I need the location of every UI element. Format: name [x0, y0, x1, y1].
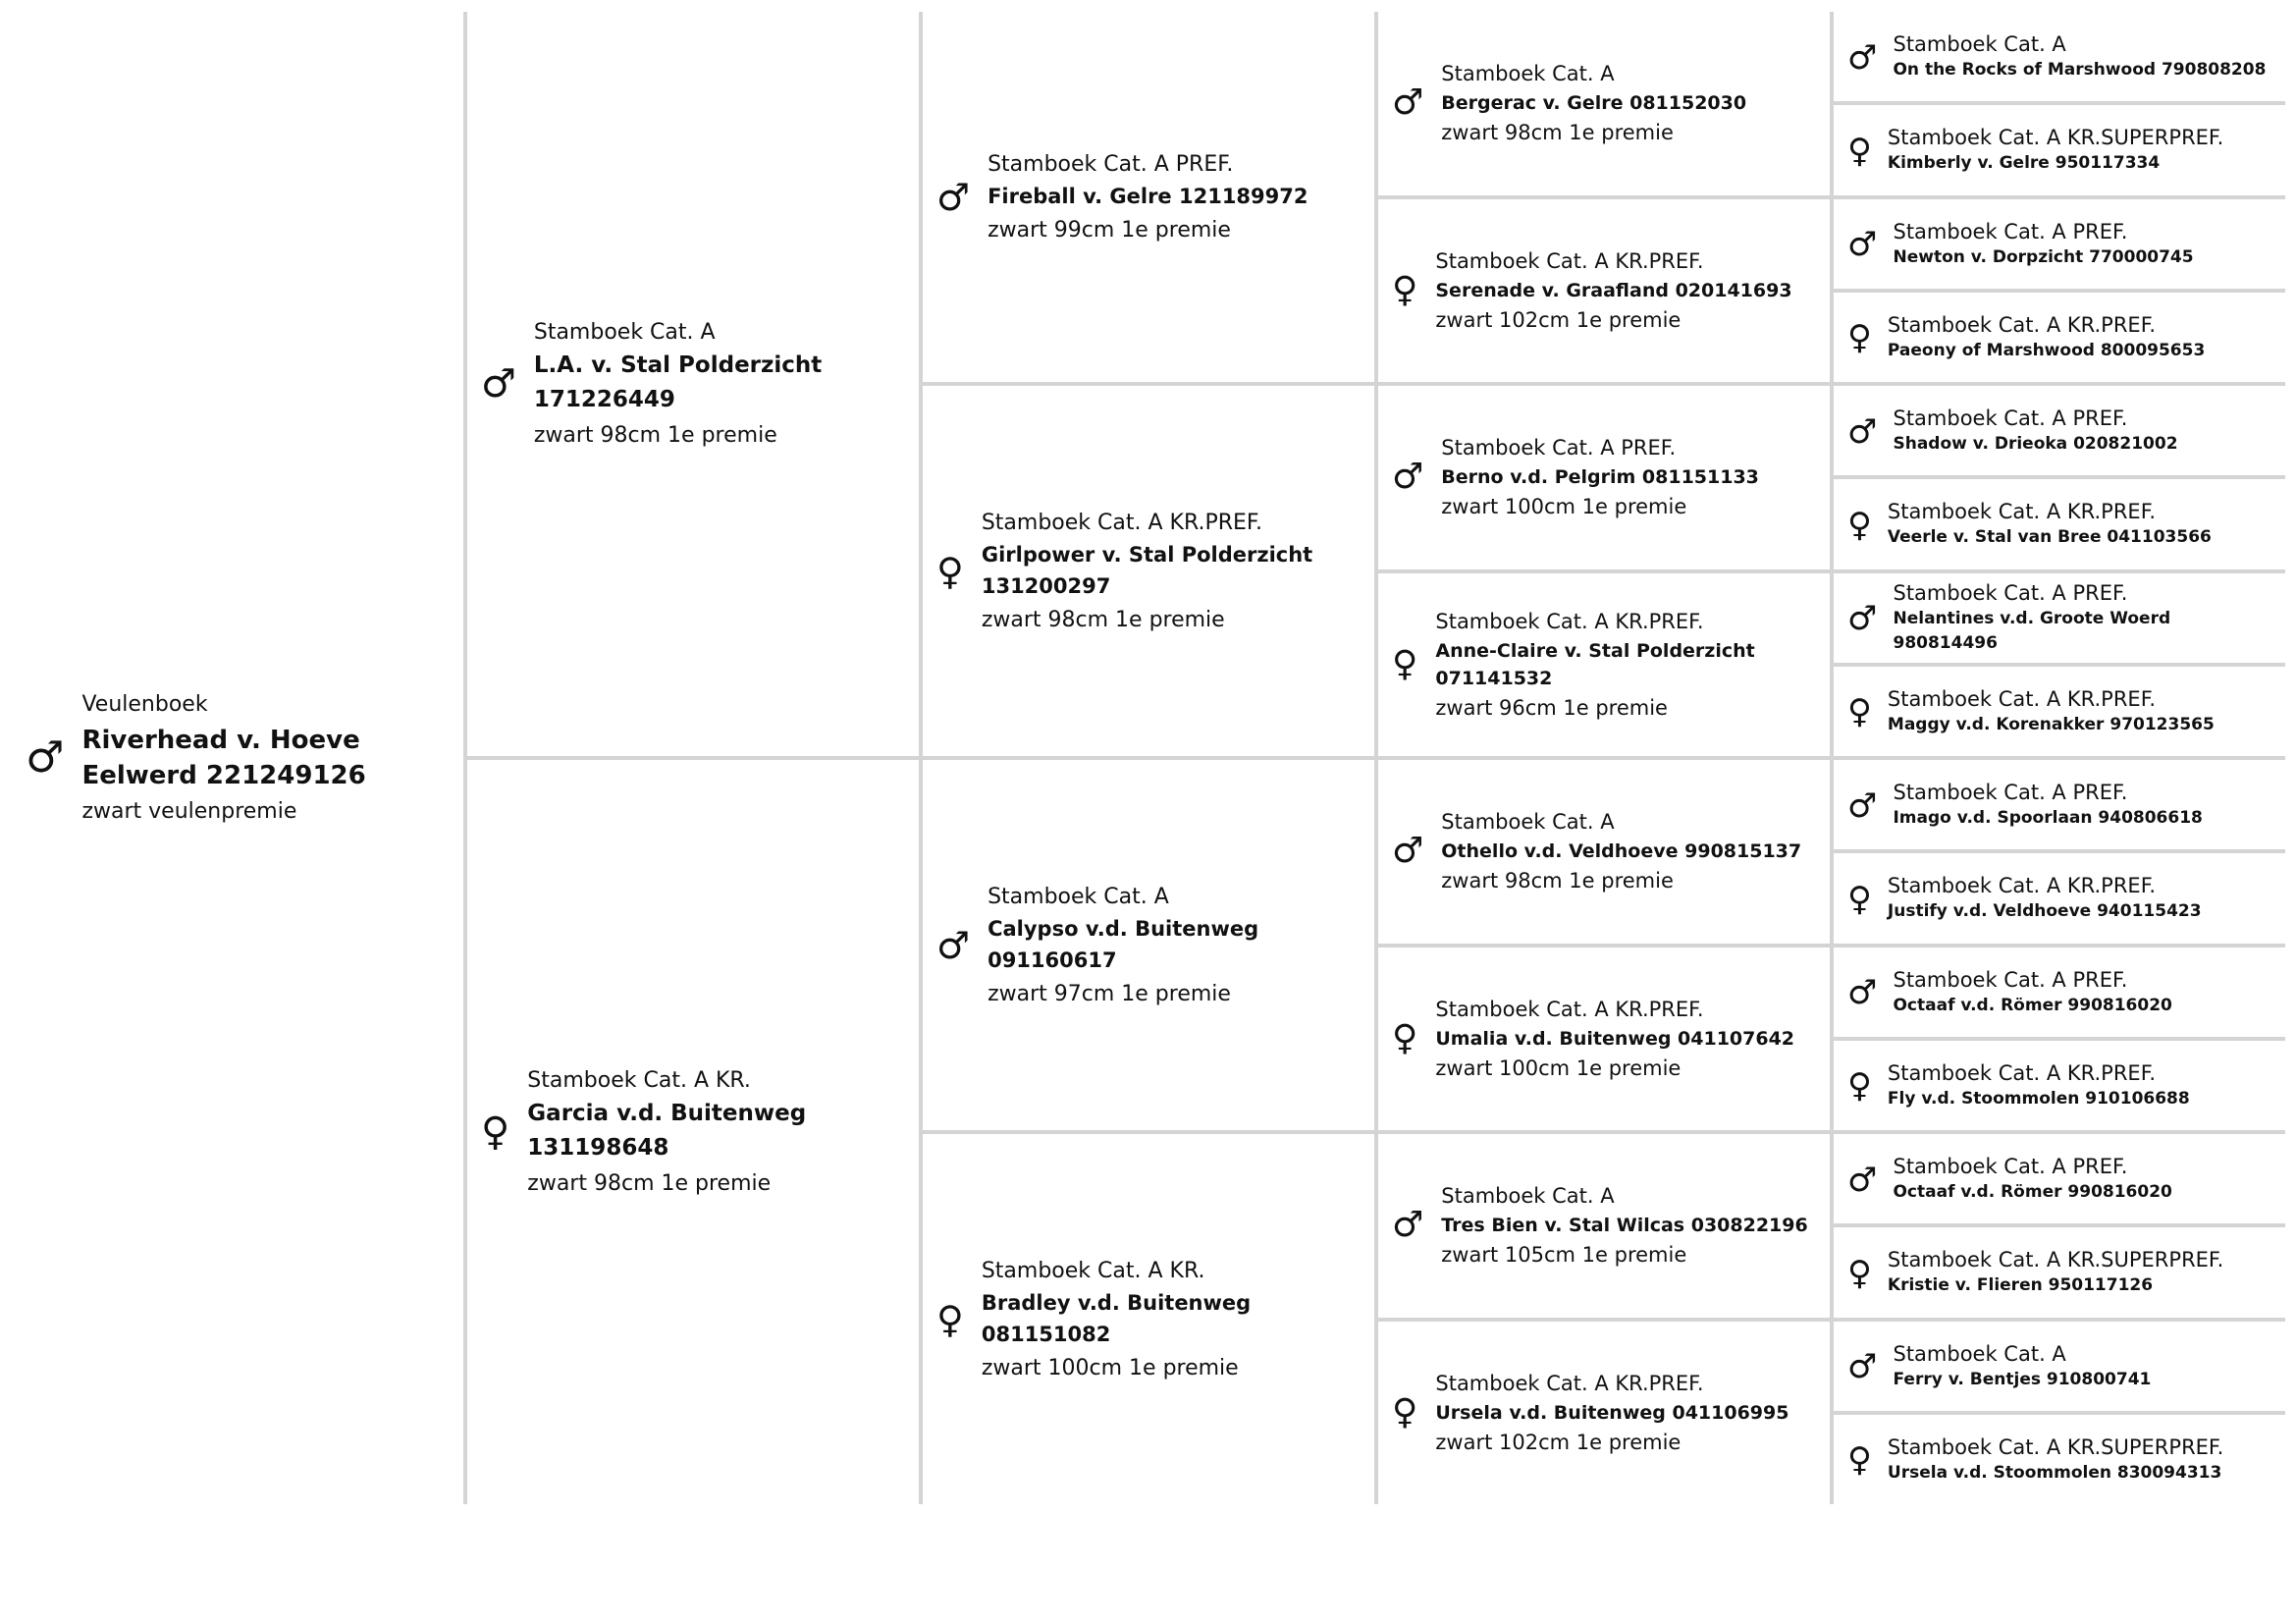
horse-info	[1888, 126, 2223, 176]
horse-info	[1893, 968, 2171, 1018]
horse-name: Shadow v. Drieoka 020821002	[1893, 434, 2178, 455]
sire-dam-cell	[923, 386, 1374, 756]
pedigree-table	[12, 12, 2285, 1504]
registry-label: Stamboek Cat. A	[988, 884, 1169, 909]
female-icon: ♀	[1847, 1440, 1872, 1481]
horse-name: Girlpower v. Stal Polderzicht 131200297	[981, 542, 1313, 598]
horse-description: zwart 97cm 1e premie	[988, 981, 1231, 1006]
registry-label: Stamboek Cat. A KR.PREF.	[1435, 997, 1704, 1021]
horse-info	[1888, 687, 2215, 737]
male-icon: ♂	[936, 923, 971, 967]
ancestor-cell-gen4	[1834, 105, 2285, 194]
horse-info	[1888, 874, 2202, 924]
horse-name: Justify v.d. Veldhoeve 940115423	[1887, 901, 2202, 922]
dam-cell	[467, 760, 919, 1504]
horse-description: zwart 98cm 1e premie	[533, 423, 777, 448]
horse-info	[81, 692, 446, 824]
ancestor-cell-gen4	[1834, 479, 2285, 568]
female-icon: ♀	[1392, 1017, 1418, 1058]
horse-info	[1893, 581, 2268, 656]
horse-name: Maggy v.d. Korenakker 970123565	[1887, 714, 2215, 734]
horse-description: zwart 98cm 1e premie	[527, 1171, 772, 1196]
registry-label: Stamboek Cat. A KR.PREF.	[1887, 312, 2157, 337]
horse-description: zwart 105cm 1e premie	[1441, 1243, 1687, 1268]
female-icon: ♀	[481, 1109, 510, 1155]
registry-label: Stamboek Cat. A KR.PREF.	[1887, 874, 2157, 898]
horse-info	[1893, 1155, 2171, 1205]
registry-label: Stamboek Cat. A PREF.	[1893, 219, 2128, 243]
horse-info	[1893, 32, 2266, 82]
horse-name: Octaaf v.d. Römer 990816020	[1893, 1182, 2172, 1203]
horse-name: Fly v.d. Stoommolen 910106688	[1887, 1088, 2190, 1109]
registry-label: Stamboek Cat. A PREF.	[1893, 1155, 2128, 1179]
male-icon: ♂	[481, 361, 516, 406]
horse-description: zwart veulenpremie	[81, 799, 297, 824]
horse-description: zwart 102cm 1e premie	[1435, 1430, 1682, 1454]
horse-info	[1893, 406, 2177, 457]
male-icon: ♂	[1847, 225, 1878, 265]
horse-name: Garcia v.d. Buitenweg 131198648	[527, 1101, 807, 1161]
ancestor-cell-gen4	[1834, 667, 2285, 756]
horse-info	[1888, 1435, 2223, 1486]
ancestor-cell-gen4	[1834, 1227, 2285, 1317]
ancestor-cell-gen3	[1378, 386, 1830, 569]
registry-label: Stamboek Cat. A KR.SUPERPREF.	[1887, 1248, 2224, 1272]
registry-label: Stamboek Cat. A PREF.	[988, 151, 1234, 177]
ancestor-cell-gen4	[1834, 760, 2285, 849]
female-icon: ♀	[1847, 692, 1872, 732]
horse-name: Kimberly v. Gelre 950117334	[1887, 153, 2161, 174]
registry-label: Stamboek Cat. A KR.PREF.	[1435, 248, 1704, 273]
horse-info	[1441, 436, 1759, 518]
horse-info	[534, 320, 901, 448]
horse-name: Umalia v.d. Buitenweg 041107642	[1435, 1027, 1795, 1050]
horse-info	[988, 152, 1308, 243]
horse-name: Ursela v.d. Stoommolen 830094313	[1887, 1462, 2222, 1483]
registry-label: Stamboek Cat. A	[1441, 1184, 1615, 1209]
horse-name: Anne-Claire v. Stal Polderzicht 071141532	[1435, 639, 1755, 689]
ancestor-cell-gen4	[1834, 293, 2285, 382]
horse-name: On the Rocks of Marshwood 790808208	[1893, 60, 2267, 81]
horse-name: Imago v.d. Spoorlaan 940806618	[1893, 808, 2203, 829]
horse-description: zwart 99cm 1e premie	[988, 217, 1231, 243]
horse-info	[1441, 62, 1746, 144]
horse-info	[1441, 810, 1801, 893]
horse-description: zwart 98cm 1e premie	[1441, 869, 1674, 893]
ancestor-cell-gen4	[1834, 853, 2285, 943]
horse-info	[982, 511, 1357, 632]
ancestor-cell-gen4	[1834, 1415, 2285, 1504]
registry-label: Stamboek Cat. A PREF.	[1893, 967, 2128, 992]
horse-info	[1888, 500, 2212, 550]
horse-name: Othello v.d. Veldhoeve 990815137	[1441, 840, 1802, 863]
horse-name: Ursela v.d. Buitenweg 041106995	[1435, 1401, 1789, 1424]
male-icon: ♂	[1847, 599, 1878, 639]
horse-info	[1435, 249, 1791, 332]
horse-description: zwart 100cm 1e premie	[981, 1355, 1239, 1380]
horse-info	[1888, 1248, 2223, 1298]
registry-label: Stamboek Cat. A KR.PREF.	[1435, 1371, 1704, 1395]
horse-info	[1888, 1061, 2190, 1111]
registry-label: Stamboek Cat. A PREF.	[1893, 406, 2128, 431]
horse-name: Paeony of Marshwood 800095653	[1887, 340, 2206, 360]
registry-label: Stamboek Cat. A KR.PREF.	[981, 510, 1263, 535]
ancestor-cell-gen4	[1834, 1134, 2285, 1223]
registry-label: Stamboek Cat. A KR.SUPERPREF.	[1887, 126, 2224, 150]
female-icon: ♀	[1847, 1253, 1872, 1293]
female-icon: ♀	[1392, 269, 1418, 310]
horse-info	[982, 1259, 1357, 1380]
ancestor-cell-gen3	[1378, 199, 1830, 383]
registry-label: Stamboek Cat. A PREF.	[1441, 436, 1677, 460]
horse-description: zwart 98cm 1e premie	[981, 607, 1225, 632]
ancestor-cell-gen3	[1378, 1322, 1830, 1505]
registry-label: Stamboek Cat. A KR.	[527, 1068, 751, 1093]
male-icon: ♂	[1392, 1205, 1424, 1246]
male-icon: ♂	[936, 175, 971, 219]
registry-label: Stamboek Cat. A KR.SUPERPREF.	[1887, 1434, 2224, 1459]
horse-name: Fireball v. Gelre 121189972	[988, 184, 1308, 208]
horse-info	[1435, 610, 1812, 720]
horse-name: Veerle v. Stal van Bree 041103566	[1887, 527, 2212, 548]
female-icon: ♀	[1847, 505, 1872, 545]
horse-name: Tres Bien v. Stal Wilcas 030822196	[1441, 1215, 1808, 1237]
sire-cell	[467, 12, 919, 756]
horse-info	[988, 885, 1357, 1006]
female-icon: ♀	[1392, 643, 1418, 684]
horse-info	[1893, 220, 2193, 270]
registry-label: Veulenboek	[81, 692, 208, 717]
horse-name: Octaaf v.d. Römer 990816020	[1893, 995, 2172, 1015]
ancestor-cell-gen4	[1834, 12, 2285, 101]
registry-label: Stamboek Cat. A	[533, 320, 716, 345]
horse-name: Kristie v. Flieren 950117126	[1887, 1275, 2154, 1296]
female-icon: ♀	[936, 549, 964, 593]
horse-info	[1893, 781, 2202, 831]
horse-description: zwart 100cm 1e premie	[1441, 495, 1687, 519]
female-icon: ♀	[1847, 318, 1872, 358]
registry-label: Stamboek Cat. A KR.PREF.	[1887, 686, 2157, 711]
registry-label: Stamboek Cat. A KR.PREF.	[1435, 609, 1704, 633]
ancestor-cell-gen3	[1378, 12, 1830, 195]
horse-description: zwart 102cm 1e premie	[1435, 307, 1682, 332]
horse-info	[1441, 1184, 1807, 1267]
horse-name: Calypso v.d. Buitenweg 091160617	[988, 916, 1259, 972]
ancestor-cell-gen4	[1834, 947, 2285, 1037]
subject-cell	[12, 12, 463, 1504]
male-icon: ♂	[1847, 37, 1878, 78]
male-icon: ♂	[1847, 1347, 1878, 1387]
horse-name: Bradley v.d. Buitenweg 081151082	[981, 1290, 1252, 1346]
registry-label: Stamboek Cat. A PREF.	[1893, 781, 2128, 805]
registry-label: Stamboek Cat. A KR.PREF.	[1887, 1060, 2157, 1085]
horse-name: Serenade v. Graafland 020141693	[1435, 279, 1792, 301]
male-icon: ♂	[1847, 411, 1878, 452]
male-icon: ♂	[26, 732, 65, 783]
ancestor-cell-gen4	[1834, 199, 2285, 289]
registry-label: Stamboek Cat. A	[1441, 810, 1615, 835]
registry-label: Stamboek Cat. A KR.PREF.	[1887, 500, 2157, 524]
female-icon: ♀	[1847, 131, 1872, 171]
ancestor-cell-gen3	[1378, 947, 1830, 1131]
registry-label: Stamboek Cat. A	[1893, 1341, 2066, 1366]
dam-sire-cell	[923, 760, 1374, 1130]
horse-name: Riverhead v. Hoeve Eelwerd 221249126	[81, 726, 366, 790]
horse-name: Ferry v. Bentjes 910800741	[1893, 1369, 2152, 1389]
horse-name: Nelantines v.d. Groote Woerd 980814496	[1893, 609, 2171, 654]
horse-info	[527, 1068, 901, 1196]
ancestor-cell-gen3	[1378, 1134, 1830, 1318]
female-icon: ♀	[936, 1297, 964, 1341]
male-icon: ♂	[1847, 973, 1878, 1013]
horse-info	[1435, 1372, 1789, 1454]
female-icon: ♀	[1847, 879, 1872, 919]
ancestor-cell-gen4	[1834, 1322, 2285, 1411]
ancestor-cell-gen4	[1834, 1041, 2285, 1130]
ancestor-cell-gen3	[1378, 760, 1830, 944]
horse-name: Newton v. Dorpzicht 770000745	[1893, 246, 2194, 267]
ancestor-cell-gen3	[1378, 573, 1830, 757]
horse-description: zwart 98cm 1e premie	[1441, 121, 1674, 145]
horse-info	[1893, 1342, 2151, 1392]
dam-dam-cell	[923, 1134, 1374, 1504]
male-icon: ♂	[1392, 457, 1424, 498]
female-icon: ♀	[1847, 1066, 1872, 1107]
registry-label: Stamboek Cat. A PREF.	[1893, 581, 2128, 606]
female-icon: ♀	[1392, 1391, 1418, 1433]
ancestor-cell-gen4	[1834, 386, 2285, 475]
registry-label: Stamboek Cat. A KR.	[981, 1258, 1205, 1283]
ancestor-cell-gen4	[1834, 573, 2285, 663]
horse-description: zwart 100cm 1e premie	[1435, 1055, 1682, 1080]
horse-info	[1888, 313, 2205, 363]
horse-name: Bergerac v. Gelre 081152030	[1441, 92, 1747, 115]
male-icon: ♂	[1847, 1160, 1878, 1200]
horse-name: Berno v.d. Pelgrim 081151133	[1441, 466, 1759, 489]
male-icon: ♂	[1847, 785, 1878, 826]
male-icon: ♂	[1392, 82, 1424, 124]
registry-label: Stamboek Cat. A	[1441, 62, 1615, 86]
horse-name: L.A. v. Stal Polderzicht 171226449	[533, 352, 823, 412]
male-icon: ♂	[1392, 831, 1424, 872]
horse-description: zwart 96cm 1e premie	[1435, 695, 1668, 720]
horse-info	[1435, 998, 1794, 1080]
sire-sire-cell	[923, 12, 1374, 382]
registry-label: Stamboek Cat. A	[1893, 32, 2066, 57]
